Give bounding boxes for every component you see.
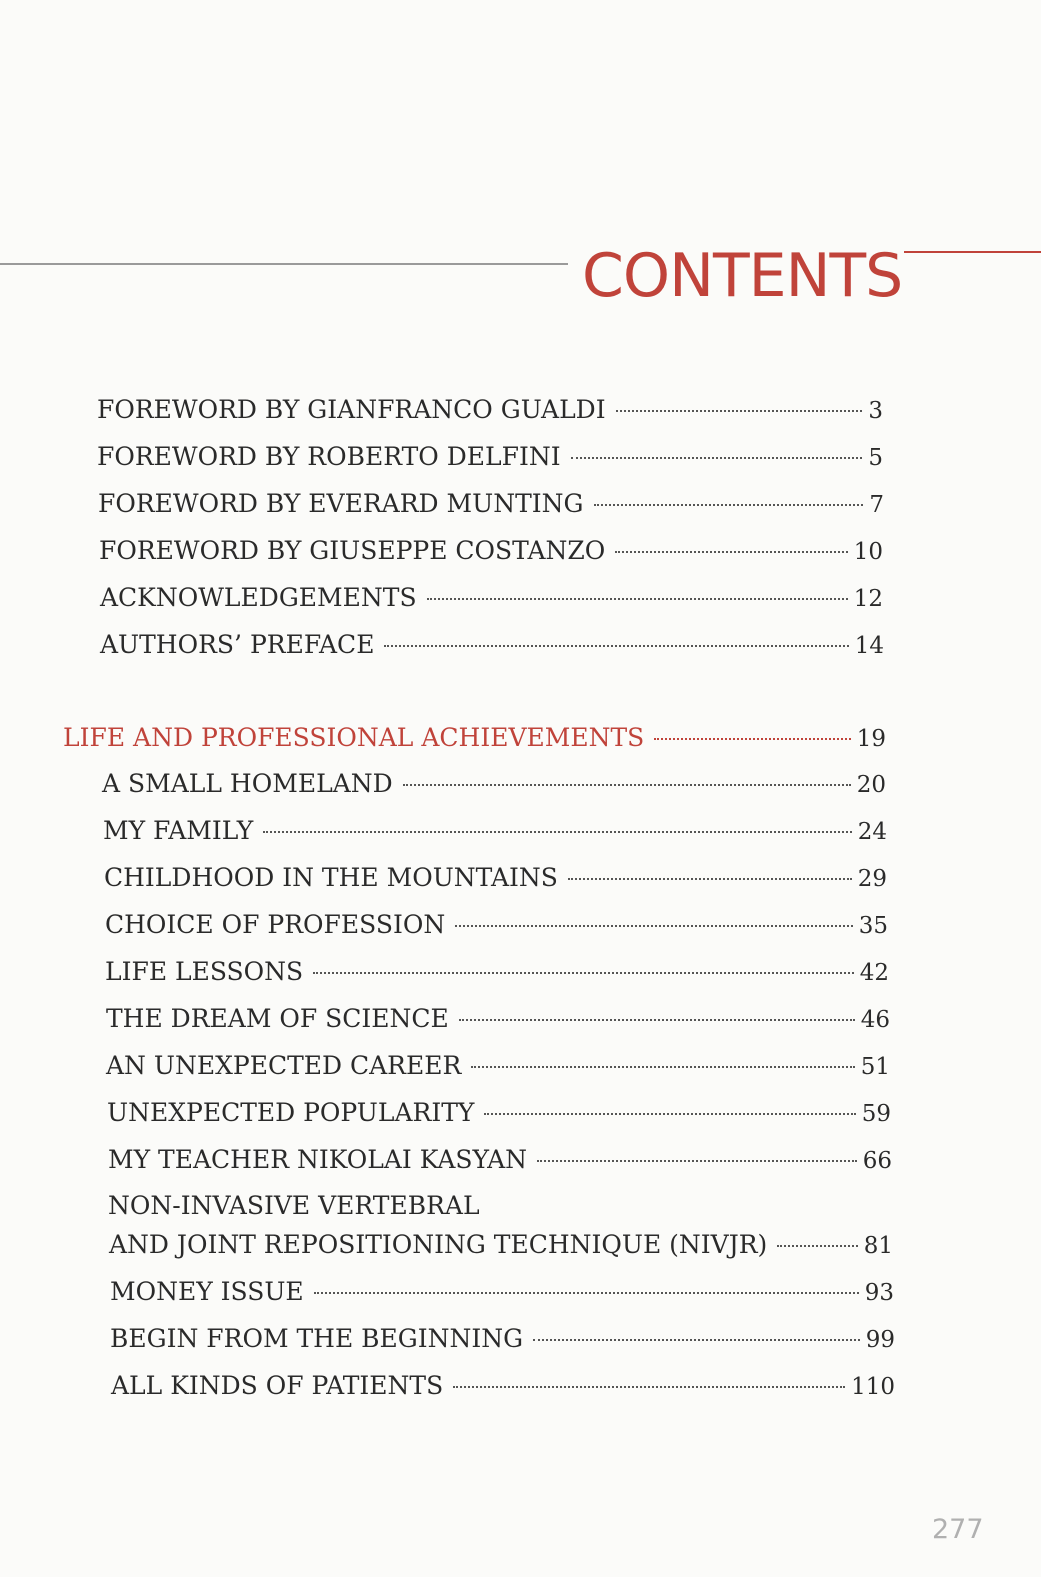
dot-leader xyxy=(427,598,848,600)
toc-section-page: 19 xyxy=(856,726,886,752)
toc-entry-page: 3 xyxy=(868,398,883,424)
dot-leader xyxy=(455,925,853,927)
toc-entry-label: A SMALL HOMELAND xyxy=(102,769,393,798)
toc-entry-label: THE DREAM OF SCIENCE xyxy=(106,1004,449,1033)
page-title: CONTENTS xyxy=(582,241,903,311)
toc-entry-choice-profession[interactable] xyxy=(105,905,888,945)
dot-leader xyxy=(594,504,864,506)
toc-entry-label: AN UNEXPECTED CAREER xyxy=(106,1051,462,1080)
toc-entry-label: MONEY ISSUE xyxy=(110,1277,304,1306)
toc-entry-page: 66 xyxy=(862,1148,892,1174)
dot-leader xyxy=(314,1292,859,1294)
toc-entry-money-issue[interactable] xyxy=(110,1272,894,1312)
dot-leader xyxy=(615,551,847,553)
toc-entry-page: 46 xyxy=(860,1007,890,1033)
toc-entry-foreword-gualdi[interactable] xyxy=(97,390,883,430)
toc-entry-label: FOREWORD BY GIANFRANCO GUALDI xyxy=(97,395,606,424)
toc-entry-label: MY TEACHER NIKOLAI KASYAN xyxy=(108,1145,528,1174)
toc-entry-page: 5 xyxy=(868,445,883,471)
toc-entry-label-line1: NON-INVASIVE VERTEBRAL xyxy=(108,1191,480,1220)
toc-entry-page: 7 xyxy=(869,492,884,518)
toc-entry-page: 59 xyxy=(861,1101,891,1127)
toc-entry-page: 24 xyxy=(857,819,887,845)
dot-leader xyxy=(537,1160,857,1162)
dot-leader xyxy=(453,1386,845,1388)
toc-entry-label: CHOICE OF PROFESSION xyxy=(105,910,446,939)
dot-leader xyxy=(263,831,851,833)
toc-entry-begin-beginning[interactable] xyxy=(110,1319,895,1359)
toc-entry-my-family[interactable] xyxy=(103,811,887,851)
dot-leader xyxy=(654,738,850,740)
toc-entry-page: 81 xyxy=(863,1233,893,1259)
toc-entry-page: 51 xyxy=(860,1054,890,1080)
toc-entry-small-homeland[interactable] xyxy=(102,764,886,804)
dot-leader xyxy=(777,1245,857,1247)
page-number: 277 xyxy=(932,1514,984,1545)
dot-leader xyxy=(484,1113,855,1115)
dot-leader xyxy=(384,645,848,647)
toc-entry-dream-science[interactable] xyxy=(106,999,890,1039)
toc-section-label: LIFE AND PROFESSIONAL ACHIEVEMENTS xyxy=(63,723,645,752)
toc-entry-page: 10 xyxy=(853,539,883,565)
toc-entry-foreword-delfini[interactable] xyxy=(97,437,883,477)
toc-entry-nivjr[interactable] xyxy=(109,1225,893,1265)
toc-entry-page: 35 xyxy=(858,913,888,939)
toc-entry-unexpected-career[interactable] xyxy=(106,1046,890,1086)
toc-entry-foreword-costanzo[interactable] xyxy=(99,531,883,571)
toc-section-life-achievements[interactable] xyxy=(63,718,886,758)
toc-entry-label: LIFE LESSONS xyxy=(105,957,304,986)
toc-entry-label: CHILDHOOD IN THE MOUNTAINS xyxy=(104,863,558,892)
toc-entry-childhood-mountains[interactable] xyxy=(104,858,887,898)
toc-entry-page: 12 xyxy=(853,586,883,612)
dot-leader xyxy=(571,457,863,459)
toc-entry-page: 110 xyxy=(851,1374,895,1400)
toc-entry-label: FOREWORD BY ROBERTO DELFINI xyxy=(97,442,561,471)
toc-entry-life-lessons[interactable] xyxy=(105,952,889,992)
dot-leader xyxy=(459,1019,855,1021)
dot-leader xyxy=(471,1066,854,1068)
toc-entry-page: 42 xyxy=(859,960,889,986)
toc-entry-label: ACKNOWLEDGEMENTS xyxy=(100,583,417,612)
toc-entry-page: 20 xyxy=(856,772,886,798)
toc-entry-foreword-munting[interactable] xyxy=(98,484,884,524)
toc-entry-authors-preface[interactable] xyxy=(100,625,884,665)
toc-entry-label: AUTHORS’ PREFACE xyxy=(100,630,375,659)
dot-leader xyxy=(616,410,863,412)
toc-entry-label: MY FAMILY xyxy=(103,816,254,845)
toc-entry-label: FOREWORD BY EVERARD MUNTING xyxy=(98,489,584,518)
toc-entry-page: 93 xyxy=(864,1280,894,1306)
toc-entry-label: BEGIN FROM THE BEGINNING xyxy=(110,1324,524,1353)
toc-entry-label: ALL KINDS OF PATIENTS xyxy=(111,1371,444,1400)
dot-leader xyxy=(533,1339,860,1341)
toc-entry-my-teacher[interactable] xyxy=(108,1140,892,1180)
toc-entry-all-kinds-patients[interactable] xyxy=(111,1366,895,1406)
toc-entry-label: FOREWORD BY GIUSEPPE COSTANZO xyxy=(99,536,606,565)
toc-entry-page: 99 xyxy=(865,1327,895,1353)
toc-entry-page: 29 xyxy=(857,866,887,892)
toc-entry-unexpected-popularity[interactable] xyxy=(107,1093,891,1133)
toc-entry-label: AND JOINT REPOSITIONING TECHNIQUE (NIVJR) xyxy=(109,1230,768,1259)
toc-entry-page: 14 xyxy=(854,633,884,659)
dot-leader xyxy=(568,878,852,880)
toc-entry-label: UNEXPECTED POPULARITY xyxy=(107,1098,475,1127)
dot-leader xyxy=(403,784,851,786)
dot-leader xyxy=(313,972,854,974)
toc-entry-acknowledgements[interactable] xyxy=(100,578,883,618)
